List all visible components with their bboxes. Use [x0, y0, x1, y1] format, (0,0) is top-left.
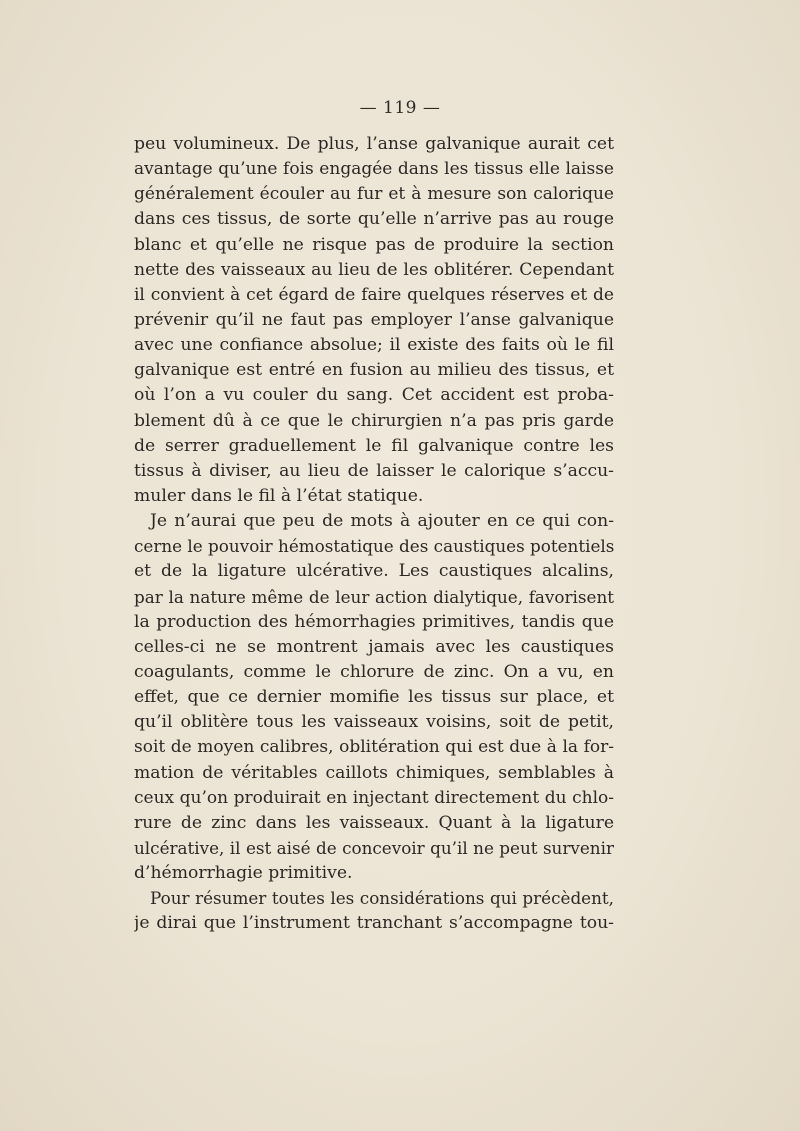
body-text [134, 132, 614, 937]
text-line: mation de véritables caillots chimiques, semblables à [134, 762, 614, 783]
text-line: cerne le pouvoir hémostatique des caustiques potentiels [134, 536, 614, 557]
text-line: de serrer graduellement le fil galvanique contre les [134, 435, 614, 456]
text-line: et de la ligature ulcérative. Les caustiques alcalins, [134, 561, 614, 582]
text-line: Pour résumer toutes les considérations qui précèdent, [150, 888, 614, 909]
text-line: avantage qu’une fois engagée dans les tissus elle laisse [134, 159, 614, 180]
text-line: muler dans le fil à l’état statique. [134, 485, 424, 506]
page-number: — 119 — [359, 98, 441, 118]
text-line: la production des hémorrhagies primitives, tandis que [134, 611, 614, 632]
text-line: je dirai que l’instrument tranchant s’accompagne tou- [134, 913, 614, 934]
text-line: coagulants, comme le chlorure de zinc. On a vu, en [134, 661, 614, 682]
text-line: blement dû à ce que le chirurgien n’a pas pris garde [134, 410, 614, 431]
text-line: généralement écouler au fur et à mesure son calorique [134, 184, 614, 205]
text-line: soit de moyen calibres, oblitération qui est due à la for- [134, 737, 614, 758]
text-line: il convient à cet égard de faire quelques réserves et de [134, 284, 614, 305]
text-line: qu’il oblitère tous les vaisseaux voisins, soit de petit, [134, 712, 614, 733]
text-line: galvanique est entré en fusion au milieu des tissus, et [134, 360, 614, 381]
text-line: blanc et qu’elle ne risque pas de produire la section [134, 234, 614, 255]
text-line: où l’on a vu couler du sang. Cet accident est proba- [134, 385, 614, 406]
text-line: d’hémorrhagie primitive. [134, 863, 353, 884]
text-line: rure de zinc dans les vaisseaux. Quant à la ligature [134, 812, 614, 833]
text-line: nette des vaisseaux au lieu de les oblitérer. Cependant [134, 259, 614, 280]
text-line: celles-ci ne se montrent jamais avec les caustiques [134, 636, 614, 657]
text-line: prévenir qu’il ne faut pas employer l’anse galvanique [134, 309, 614, 330]
text-line: effet, que ce dernier momifie les tissus sur place, et [134, 687, 614, 708]
text-line: ulcérative, il est aisé de concevoir qu’il ne peut survenir [134, 837, 614, 858]
text-line: ceux qu’on produirait en injectant directement du chlo- [134, 787, 614, 808]
text-line: peu volumineux. De plus, l’anse galvanique aurait cet [134, 134, 614, 154]
text-line: par la nature même de leur action dialytique, favorisent [134, 586, 614, 607]
text-line: dans ces tissus, de sorte qu’elle n’arrive pas au rouge [134, 209, 614, 230]
text-line: tissus à diviser, au lieu de laisser le calorique s’accu- [134, 460, 614, 481]
text-line: avec une confiance absolue; il existe des faits où le fil [134, 335, 614, 356]
text-line: Je n’aurai que peu de mots à ajouter en ce qui con- [150, 511, 614, 532]
